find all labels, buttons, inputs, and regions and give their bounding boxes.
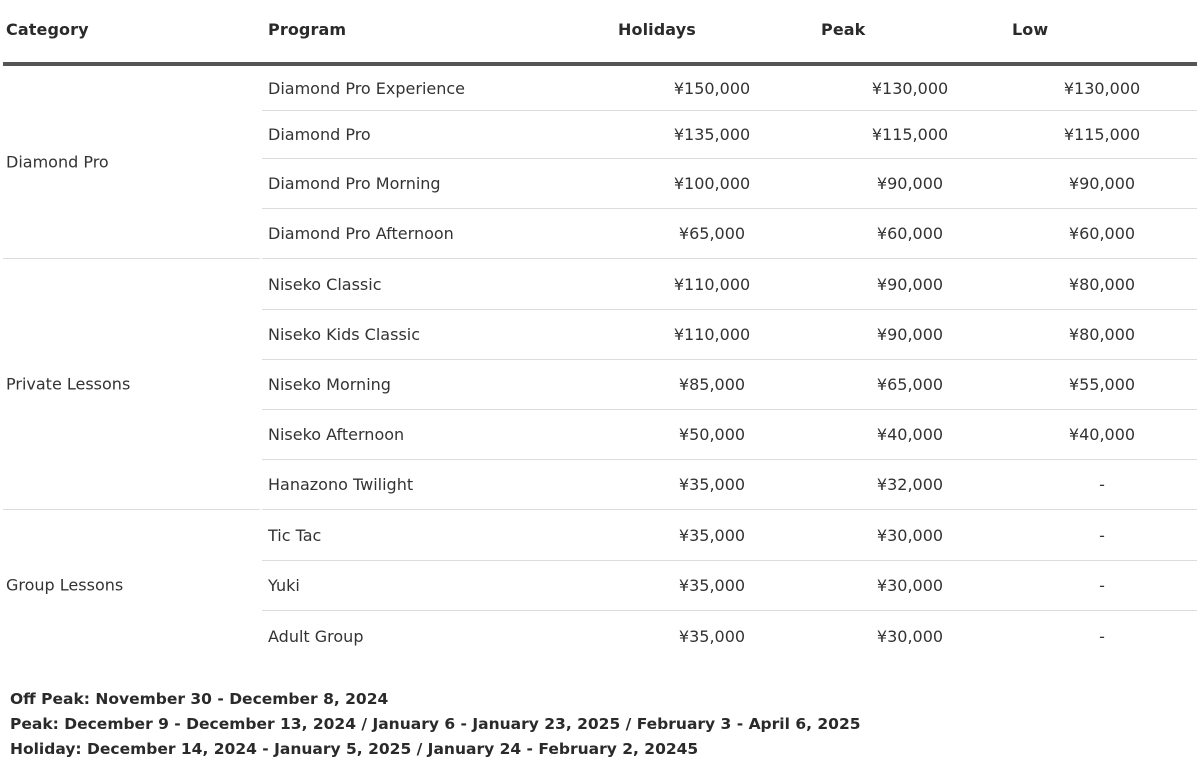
table-row [262, 460, 1197, 509]
table-row [262, 111, 1197, 158]
price-holidays: ¥35,000 [678, 576, 746, 595]
price-low: ¥80,000 [1068, 274, 1136, 294]
price-holidays: ¥110,000 [673, 325, 751, 344]
price-peak: ¥90,000 [876, 325, 944, 344]
price-holidays: ¥135,000 [673, 125, 751, 144]
price-low: ¥40,000 [1068, 425, 1136, 444]
price-holidays: ¥35,000 [678, 525, 746, 545]
price-holidays: ¥35,000 [678, 475, 746, 494]
program-name: Diamond Pro [268, 125, 371, 144]
category-private-lessons: Private Lessons [6, 374, 131, 394]
price-peak: ¥60,000 [876, 224, 944, 243]
program-name: Diamond Pro Afternoon [268, 224, 454, 243]
price-peak: ¥30,000 [876, 626, 944, 646]
note-off-peak: Off Peak: November 30 - December 8, 2024 [10, 690, 389, 708]
price-low: ¥80,000 [1068, 325, 1136, 344]
table-row [262, 159, 1197, 208]
header-category: Category [6, 20, 89, 39]
price-peak: ¥30,000 [876, 576, 944, 595]
price-peak: ¥115,000 [871, 125, 949, 144]
price-low: ¥115,000 [1063, 125, 1141, 144]
price-peak: ¥30,000 [876, 525, 944, 545]
price-peak: ¥90,000 [876, 174, 944, 193]
program-name: Diamond Pro Experience [268, 78, 466, 98]
table-row [262, 66, 1197, 110]
price-low: ¥130,000 [1063, 78, 1141, 98]
note-peak: Peak: December 9 - December 13, 2024 / January 6 - January 23, 2025 / February 3 - April 6, 2025 [10, 715, 861, 733]
price-low: - [1099, 475, 1105, 494]
table-row [262, 209, 1197, 258]
price-low: - [1099, 626, 1105, 646]
table-header [0, 0, 1200, 62]
program-name: Niseko Afternoon [268, 425, 405, 444]
table-row [262, 410, 1197, 459]
program-name: Niseko Morning [268, 375, 391, 394]
price-low: ¥90,000 [1068, 174, 1136, 193]
header-holidays: Holidays [618, 20, 696, 39]
price-holidays: ¥85,000 [678, 375, 746, 394]
program-name: Diamond Pro Morning [268, 174, 441, 193]
price-holidays: ¥110,000 [673, 274, 751, 294]
program-name: Hanazono Twilight [268, 475, 414, 494]
header-low: Low [1012, 20, 1049, 39]
price-peak: ¥65,000 [876, 375, 944, 394]
price-holidays: ¥50,000 [678, 425, 746, 444]
header-peak: Peak [821, 20, 866, 39]
price-low: - [1099, 525, 1105, 545]
program-name: Tic Tac [268, 525, 322, 545]
price-peak: ¥130,000 [871, 78, 949, 98]
program-name: Niseko Kids Classic [268, 325, 421, 344]
category-divider [3, 509, 260, 510]
season-notes [10, 687, 861, 762]
table-row [262, 611, 1197, 661]
program-name: Niseko Classic [268, 274, 382, 294]
price-low: ¥60,000 [1068, 224, 1136, 243]
table-row [262, 360, 1197, 409]
program-name: Adult Group [268, 626, 364, 646]
category-divider [3, 258, 260, 259]
price-holidays: ¥65,000 [678, 224, 746, 243]
note-holiday: Holiday: December 14, 2024 - January 5, 2025 / January 24 - February 2, 20245 [10, 740, 699, 758]
price-peak: ¥32,000 [876, 475, 944, 494]
price-low: - [1099, 576, 1105, 595]
price-low: ¥55,000 [1068, 375, 1136, 394]
price-holidays: ¥35,000 [678, 626, 746, 646]
table-row [262, 561, 1197, 610]
price-peak: ¥40,000 [876, 425, 944, 444]
price-holidays: ¥100,000 [673, 174, 751, 193]
table-row [262, 310, 1197, 359]
price-peak: ¥90,000 [876, 274, 944, 294]
category-group-lessons: Group Lessons [6, 575, 124, 595]
table-row [262, 259, 1197, 309]
program-name: Yuki [268, 576, 300, 595]
header-program: Program [268, 20, 347, 39]
price-holidays: ¥150,000 [673, 78, 751, 98]
table-row [262, 510, 1197, 560]
category-diamond-pro: Diamond Pro [6, 152, 109, 172]
